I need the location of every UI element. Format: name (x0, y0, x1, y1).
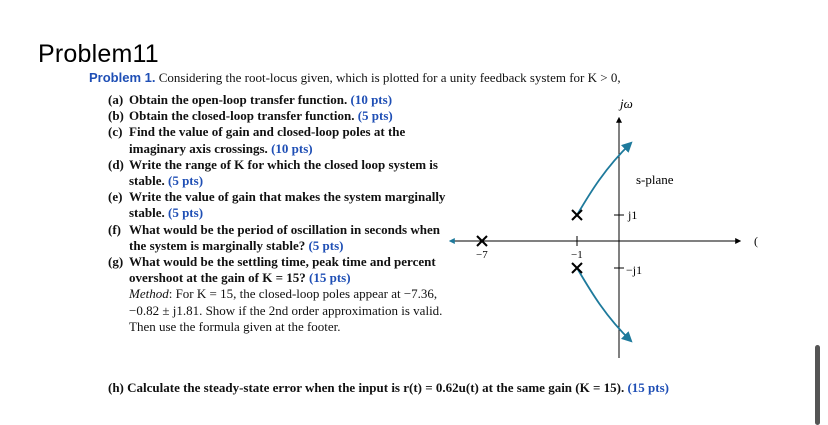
j1-label: j1 (628, 208, 638, 222)
question-text: What would be the period of oscillation in seconds when the system is marginally stable? (129, 221, 440, 253)
locus-branch-upper (577, 143, 631, 215)
question-label: (e) (108, 189, 123, 205)
points-badge: (10 pts) (271, 140, 313, 156)
points-badge: (15 pts) (309, 270, 351, 286)
question-d (108, 157, 448, 189)
pole-upper (572, 210, 582, 220)
question-c (108, 124, 448, 156)
neg-j1-label: −j1 (626, 263, 643, 277)
neg7-label: −7 (476, 249, 488, 261)
points-badge: (15 pts) (627, 380, 669, 395)
question-label: (a) (108, 92, 124, 107)
question-label: (c) (108, 124, 123, 140)
question-e (108, 189, 448, 221)
points-badge: (5 pts) (308, 237, 344, 253)
question-a (108, 92, 448, 108)
jw-label: jω (620, 96, 633, 111)
problem-label: Problem 1. (89, 70, 156, 85)
question-label: (g) (108, 254, 124, 270)
points-badge: (5 pts) (357, 108, 393, 124)
points-badge: (5 pts) (168, 205, 204, 221)
question-label: (d) (108, 156, 124, 172)
question-f (108, 222, 448, 254)
points-badge: (10 pts) (350, 92, 393, 107)
problem-intro-text: Considering the root-locus given, which is plotted for a unity feedback system for K > 0, (158, 70, 621, 85)
problem-intro (89, 70, 621, 86)
question-text: Write the value of gain that makes the system marginally stable. (129, 189, 446, 221)
method-note (129, 286, 448, 335)
neg1-label: −1 (571, 249, 583, 261)
question-label: (h) (108, 380, 124, 395)
splane-label: s-plane (636, 172, 674, 187)
question-label: (f) (108, 221, 121, 237)
question-text: What would be the settling time, peak time and percent overshoot at the gain of K = 15? (129, 254, 436, 286)
method-label: Method (129, 286, 169, 302)
root-locus-plot (440, 88, 780, 378)
pole-lower (572, 263, 582, 273)
sigma-label: ( (754, 234, 758, 248)
question-label: (b) (108, 108, 124, 124)
question-list (108, 92, 448, 335)
points-badge: (5 pts) (168, 173, 204, 189)
question-text: Calculate the steady-state error when the input is r(t) = 0.62u(t) at the same gain (K = 15). (127, 380, 625, 395)
scrollbar[interactable] (815, 345, 820, 425)
question-text: Find the value of gain and closed-loop poles at the imaginary axis crossings. (129, 124, 406, 156)
locus-branch-lower (577, 268, 631, 341)
question-h (108, 380, 669, 396)
question-text: Write the range of K for which the closed loop system is stable. (129, 156, 438, 189)
question-g (108, 254, 448, 335)
method-text: : For K = 15, the closed-loop poles appear at −7.36, −0.82 ± j1.81. Show if the 2nd order approximation is valid. Then use the formula given at the footer. (129, 286, 443, 334)
question-text: Obtain the open-loop transfer function. (129, 92, 348, 107)
problem-heading: Problem11 (38, 40, 159, 68)
question-b (108, 108, 448, 124)
question-text: Obtain the closed-loop transfer function. (129, 108, 355, 124)
